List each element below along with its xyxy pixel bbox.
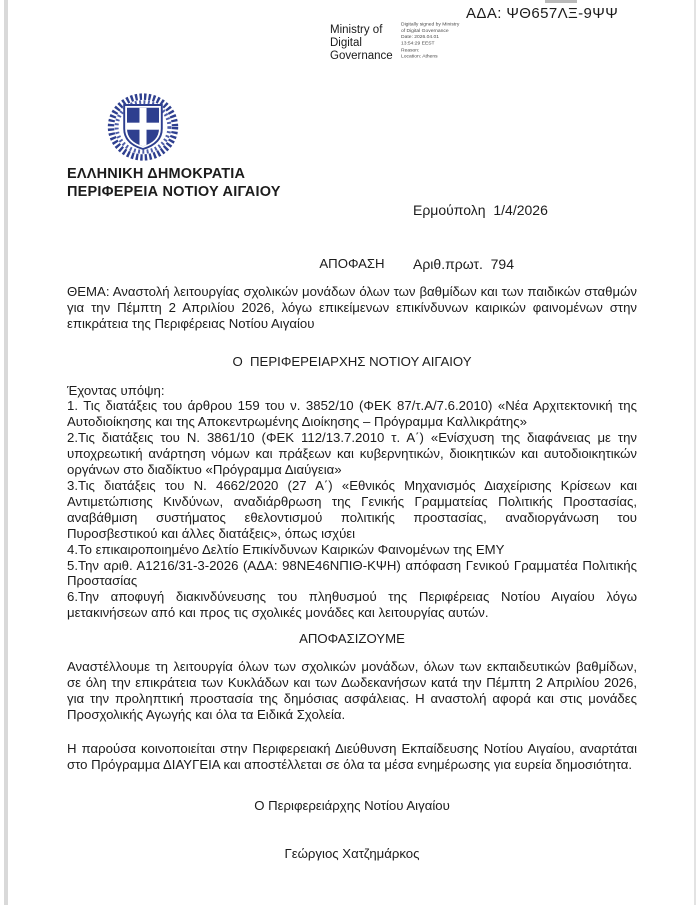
greek-coat-of-arms-icon — [103, 90, 183, 164]
signature-detail-line: Reason: — [401, 46, 420, 53]
operative-heading: ΑΠΟΦΑΣΙΖΟΥΜΕ — [299, 631, 405, 647]
signature-detail-line: 13:54:29 EEST — [401, 40, 435, 46]
consideration-item-3: 3.Τις διατάξεις του Ν. 4662/2020 (27 Α΄) «Εθνικός Μηχανισμός Διαχείρισης Κρίσεων και Αντιμετώπισης Κινδύνων, αναδιάρθρωση της Γενικής Γραμματείας Πολιτικής Προστασίας, αναβάθμιση συστήματος εθελοντισμού πολιτικής προστασίας, αναδιοργάνωση του Πυροσβεστικού και άλλες διατάξεις», όπως ισχύει — [67, 477, 637, 541]
page-edge-left — [4, 0, 8, 905]
document-body — [67, 250, 637, 862]
consideration-item-2: 2.Τις διατάξεις του Ν. 3861/10 (ΦΕΚ 112/13.7.2010 τ. Α΄) «Ενίσχυση της διαφάνειας με την υποχρεωτική ανάρτηση νόμων και πράξεων και κυβερνητικών, διοικητικών και αυτοδιοικητικών οργάνων στο διαδίκτυο «Πρόγραμμα Διαύγεια» — [67, 430, 637, 478]
issuing-authority — [67, 165, 281, 201]
decision-title: ΑΠΟΦΑΣΗ — [319, 256, 385, 271]
notification-paragraph: Η παρούσα κοινοποιείται στην Περιφερειακή Διεύθυνση Εκπαίδευσης Νοτίου Αιγαίου, αναρτάται στο Πρόγραμμα ΔΙΑΥΓΕΙΑ και αποστέλλεται σε όλα τα μέσα ενημέρωσης για ευρεία δημοσιότητα. — [67, 740, 637, 772]
signature-title: Ο Περιφερειάρχης Νοτίου Αιγαίου — [254, 798, 450, 814]
subject-paragraph: ΘΕΜΑ: Αναστολή λειτουργίας σχολικών μονάδων όλων των βαθμίδων και των παιδικών σταθμών για την Πέμπτη 2 Απριλίου 2026, λόγω επικείμενων επικίνδυνων καιρικών φαινομένων στην επικράτεια της Περιφέρειας Νοτίου Αιγαίου — [67, 283, 637, 331]
ministry-line-1: Ministry of — [330, 24, 383, 36]
ada-number: ΑΔΑ: ΨΘ657ΛΞ-9ΨΨ — [466, 5, 619, 22]
org-name-line-1: ΕΛΛΗΝΙΚΗ ΔΗΜΟΚΡΑΤΙΑ — [67, 166, 246, 182]
consideration-item-1: 1. Τις διατάξεις του άρθρου 159 του ν. 3852/10 (ΦΕΚ 87/τ.Α/7.6.2010) «Νέα Αρχιτεκτονική της Αυτοδιοίκησης και της Αποκεντρωμένης Διοίκησης – Πρόγραμμα Καλλικράτης» — [67, 398, 637, 430]
consideration-item-6: 6.Την αποφυγή διακινδύνευσης του πληθυσμού της Περιφέρειας Νοτίου Αιγαίου λόγω μετακινήσεων από και προς τις σχολικές μονάδες και λειτουργίας αυτών. — [67, 589, 637, 621]
signature-detail-line: Location: Athens — [401, 53, 438, 59]
signatory-name: Γεώργιος Χατζημάρκος — [284, 846, 420, 862]
protocol-number: Αριθ.πρωτ. 794 — [413, 256, 515, 272]
ministry-line-2: Digital — [330, 37, 362, 49]
digital-signature-ministry-label — [330, 24, 393, 63]
page-edge-right — [694, 0, 696, 905]
scan-artifact — [545, 0, 577, 3]
place-and-date: Ερμούπολη 1/4/2026 — [413, 202, 548, 218]
consideration-item-5: 5.Την αριθ. Α1216/31-3-2026 (ΑΔΑ: 98ΝΕ46ΝΠΙΘ-ΚΨΗ) απόφαση Γενικού Γραμματέα Πολιτικής Προστασίας — [67, 557, 637, 589]
consideration-item-4: 4.Το επικαιροποιημένο Δελτίο Επικίνδυνων Καιρικών Φαινομένων της ΕΜΥ — [67, 541, 505, 557]
signature-detail-line: Date: 2026.04.01 — [401, 33, 439, 40]
signature-detail-line: of Digital Governance — [401, 27, 449, 33]
signature-detail-line: Digitally signed by Ministry — [401, 21, 460, 27]
issuer-heading: Ο ΠΕΡΙΦΕΡΕΙΑΡΧΗΣ ΝΟΤΙΟΥ ΑΙΓΑΙΟΥ — [232, 353, 472, 369]
ministry-line-3: Governance — [330, 50, 393, 62]
digital-signature-details — [401, 21, 522, 60]
operative-paragraph: Αναστέλλουμε τη λειτουργία όλων των σχολικών μονάδων, όλων των εκπαιδευτικών βαθμίδων, σε όλη την επικράτεια των Κυκλάδων και των Δωδεκανήσων κατά την Πέμπτη 2 Απριλίου 2026, για την προληπτική προστασία της δημόσιας ασφάλειας. Η αναστολή αφορά και στις μονάδες Προσχολικής Αγωγής και όλα τα Ειδικά Σχολεία. — [67, 659, 637, 722]
preamble-label: Έχοντας υπόψη: — [67, 382, 165, 398]
org-name-line-2: ΠΕΡΙΦΕΡΕΙΑ ΝΟΤΙΟΥ ΑΙΓΑΙΟΥ — [67, 184, 281, 200]
